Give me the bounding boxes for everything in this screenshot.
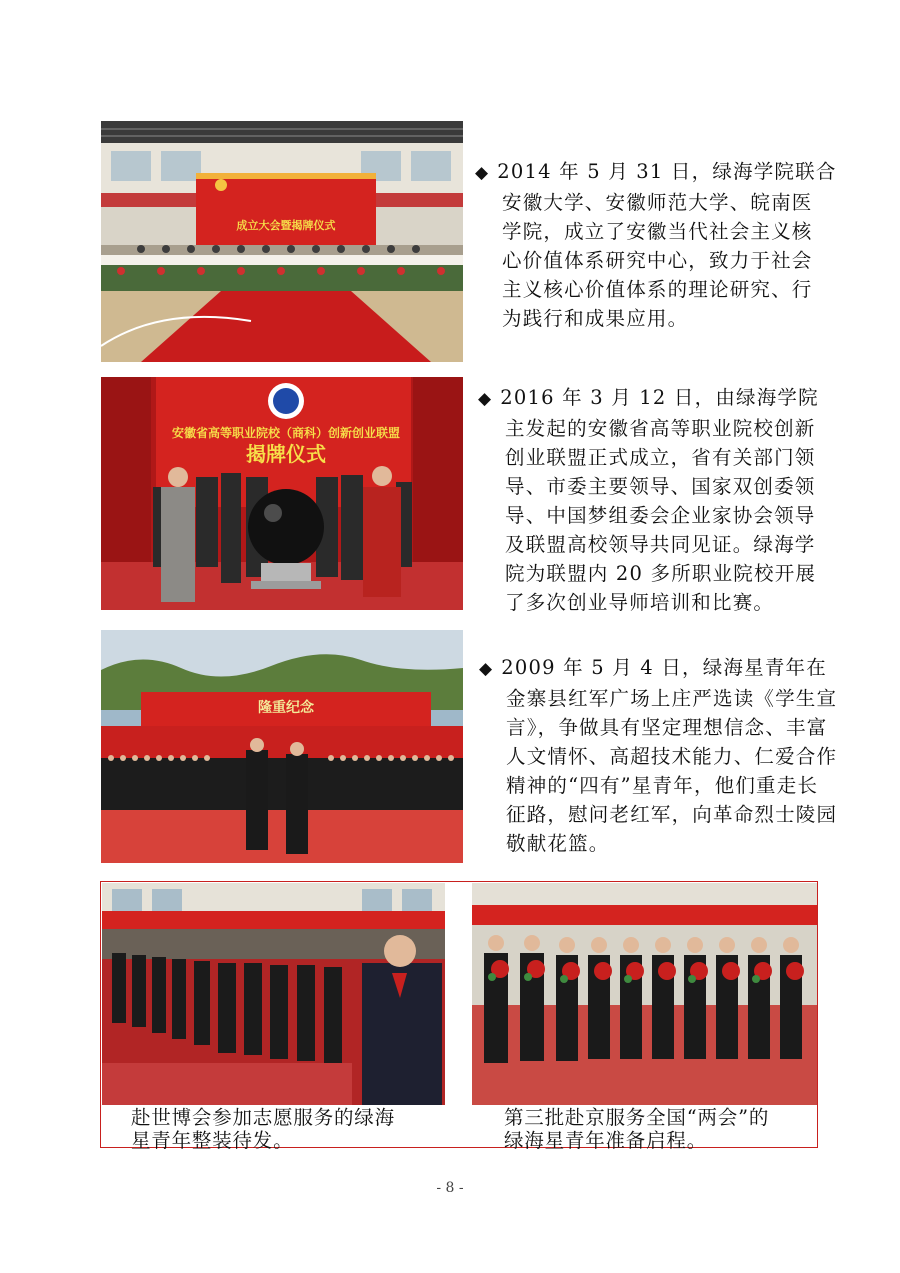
section-1-text: ◆ 2014 年 5 月 31 日，绿海学院联合 安徽大学、安徽师范大学、皖南医 学院，成立了安徽当代社会主义核 心价值体系研究中心，致力于社会 主义核心价值体系的理论研究、行 为践行和成果应用。 bbox=[475, 160, 837, 330]
page-number: - 8 - bbox=[436, 1180, 464, 1196]
diamond-bullet-icon: ◆ bbox=[478, 389, 493, 409]
photo-expo-volunteers bbox=[102, 883, 445, 1105]
left-caption: 赴世博会参加志愿服务的绿海 星青年整装待发。 bbox=[131, 1106, 395, 1152]
diamond-bullet-icon: ◆ bbox=[475, 163, 490, 183]
photo2-banner-text: 安徽省高等职业院校（商科）创新创业联盟 bbox=[171, 426, 401, 440]
section-3-text: ◆ 2009 年 5 月 4 日，绿海星青年在 金寨县红军广场上庄严选读《学生宣 言》，争做具有坚定理想信念、丰富 人文情怀、高超技术能力、仁爱合作 精神的“四有”星青年，他们重走长 征路，慰问老红军，向革命烈士陵园 敬献花篮。 bbox=[479, 656, 838, 855]
photo-alliance-unveiling bbox=[101, 377, 463, 610]
photo2-banner-title: 揭牌仪式 bbox=[246, 442, 326, 466]
photo1-banner-text: 成立大会暨揭牌仪式 bbox=[236, 219, 336, 232]
photo-two-sessions-volunteers bbox=[472, 883, 817, 1105]
section-2-text: ◆ 2016 年 3 月 12 日，由绿海学院 主发起的安徽省高等职业院校创新 创业联盟正式成立，省有关部门领 导、市委主要领导、国家双创委领 导、中国梦组委会企业家协会领导 及联盟高校领导共同见证。绿海学 院为联盟内 20 多所职业院校开展 了多次创业导师培训和比赛。 bbox=[478, 386, 819, 614]
right-caption: 第三批赴京服务全国“两会”的 绿海星青年准备启程。 bbox=[504, 1106, 770, 1152]
photo3-banner-text: 隆重纪念 bbox=[258, 700, 314, 716]
photo-red-army-square bbox=[101, 630, 463, 863]
diamond-bullet-icon: ◆ bbox=[479, 659, 494, 679]
photo-research-center-ceremony bbox=[101, 121, 463, 362]
